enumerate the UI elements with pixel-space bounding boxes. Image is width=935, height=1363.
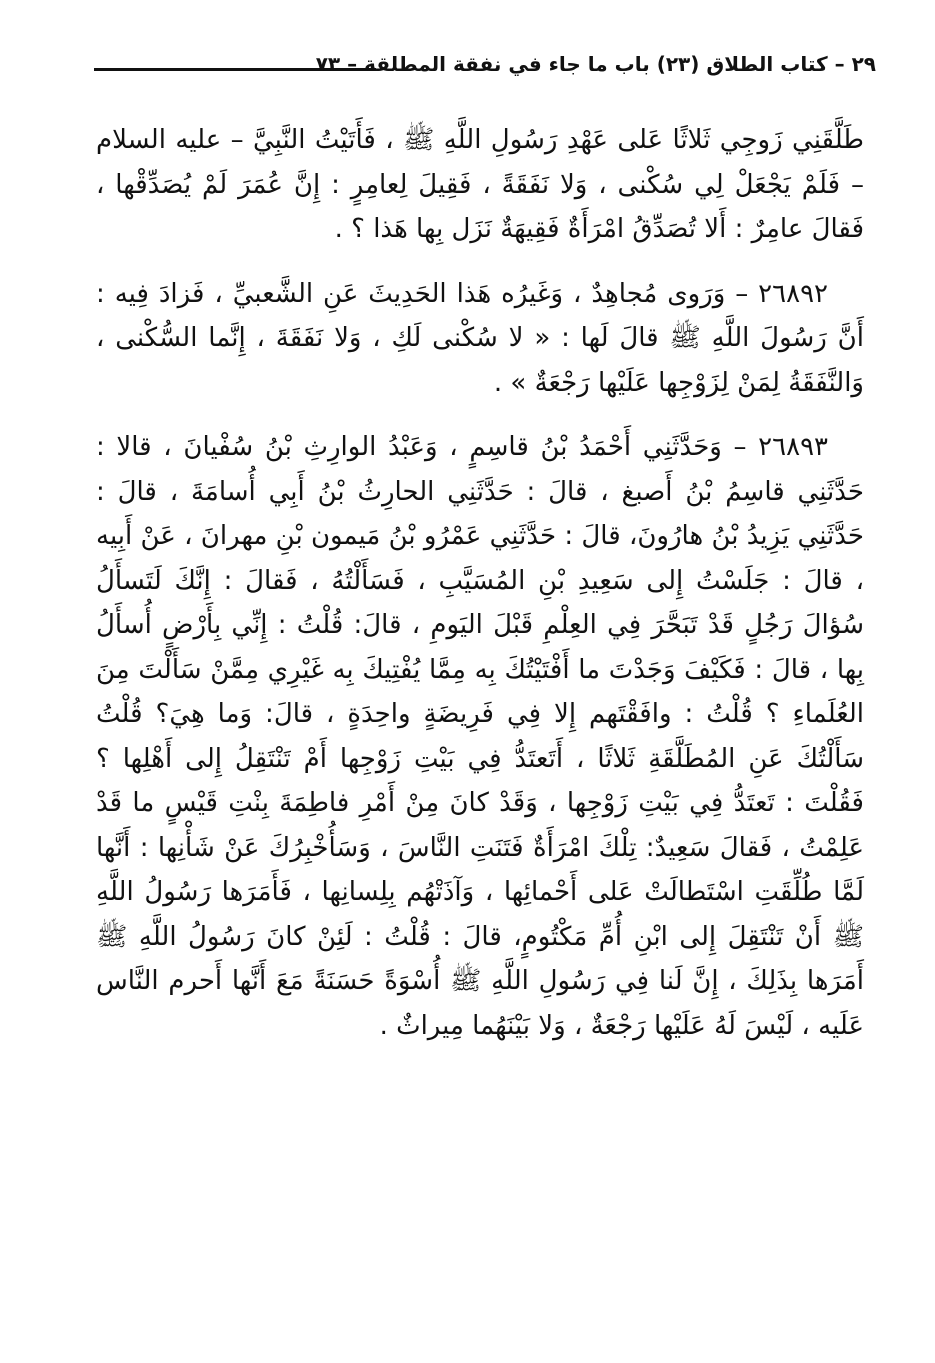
paragraph-26893: ٢٦٨٩٣ – وَحَدَّثَنِي أَحْمَدُ بْنُ قاسِمٍ ، وَعَبْدُ الوارِثِ بْنُ سُفْيانَ ، قالا : حَدَّثَنِي قاسِمُ بْنُ أَصبغ ، قالَ : حَدَّثَنِي الحارِثُ بْنُ أَبِي أُسامَةَ ، قالَ : حَدَّثَنِي يَزِيدُ بْنُ هارُونَ، قالَ : حَدَّثَنِي عَمْرُو بْنُ مَيمون بْنِ مهرانَ ، عَنْ أَبِيه ، قالَ : جَلَسْتُ إِلى سَعِيدِ بْنِ المُسَيَّبِ ، فَسَأَلْتُهُ ، فَقالَ : إِنَّكَ لَتَسأَلُ سُؤالَ رَجُلٍ قَدْ تَبَحَّرَ فِي العِلْمِ قَبْلَ اليَومِ ، قالَ: قُلْتُ : إِنِّي بِأَرْضٍ أُسأَلُ بِها ، قالَ : فَكَيْفَ وَجَدْتَ ما أَفْتَيْتُكَ بِه مِمَّا يُفْتِيكَ بِه غَيْرِي مِمَّنْ سَأَلْتَ مِنَ العُلَماءِ ؟ قُلْتُ : وافَقْتَهم إِلا فِي فَرِيضَةٍ واحِدَةٍ ، قالَ: وَما هِيَ؟ قُلْتُ سَأَلْتُكَ عَنِ المُطَلَّقَةِ ثَلاثًا ، أَتَعتَدُّ فِي بَيْتِ زَوْجِها أَمْ تَنْتَقِلُ إِلى أَهْلِها ؟ فَقُلْتَ : تَعتَدُّ فِي بَيْتِ زَوْجِها ، وَقَدْ كانَ مِنْ أَمْرِ فاطِمَةَ بِنْتِ قَيْسٍ ما قَدْ عَلِمْتُ ، فَقالَ سَعِيدٌ: تِلْكَ امْرَأَةٌ فَتَنَتِ النَّاسَ ، وَسَأُخْبِرُكَ عَنْ شَأْنِها : أَنَّها لَمَّا طُلِّقَتِ اسْتَطالَتْ عَلى أَحْمائِها ، وَآذَتْهُم بِلِسانِها ، فَأَمَرَها رَسُولُ اللَّهِ ﷺ أَنْ تَنْتَقِلَ إِلى ابْنِ أُمِّ مَكْتُومٍ، قالَ : قُلْتُ : لَئِنْ كانَ رَسُولُ اللَّهِ ﷺ أَمَرَها بِذَلِكَ ، إِنَّ لَنا فِي رَسُولِ اللَّهِ ﷺ أُسْوَةً حَسَنَةً مَعَ أَنَّها أَحرم النَّاس عَلَيه ، لَيْسَ لَهُ عَلَيْها رَجْعَةٌ ، وَلا بَيْنَهُما مِيراثٌ .	[96, 432, 864, 1041]
paragraph-26892: ٢٦٨٩٢ – وَرَوى مُجاهِدٌ ، وَغَيرُه هَذا الحَدِيثَ عَنِ الشَّعبيِّ ، فَزادَ فِيه : أَنَّ رَسُولَ اللَّهِ ﷺ قالَ لَها : « لا سُكْنى لَكِ ، وَلا نَفَقَةَ ، إِنَّما السُّكْنى ، وَالنَّفَقَةُ لِمَنْ لِزَوْجِها عَلَيْها رَجْعَةٌ » .	[96, 278, 864, 398]
running-header	[96, 50, 876, 90]
header-title: ٢٩ – كتاب الطلاق (٢٣) باب ما جاء في نفقة المطلقة – ٧٣	[315, 52, 876, 76]
body-text	[96, 118, 864, 1068]
paragraph-continuation: طَلَّقَنِي زَوجِي ثَلاثًا عَلى عَهْدِ رَسُولِ اللَّهِ ﷺ ، فَأَتَيْتُ النَّبِيَّ – عليه السلام – فَلَمْ يَجْعَلْ لِي سُكْنى ، وَلا نَفَقَةً ، فَقِيلَ لِعامِرٍ : إِنَّ عُمَرَ لَمْ يُصَدِّقْها ، فَقالَ عامِرٌ : أَلا تُصَدِّقُ امْرَأَةٌ فَقِيهَةٌ نَزَل بِها هَذا ؟ .	[96, 125, 864, 244]
